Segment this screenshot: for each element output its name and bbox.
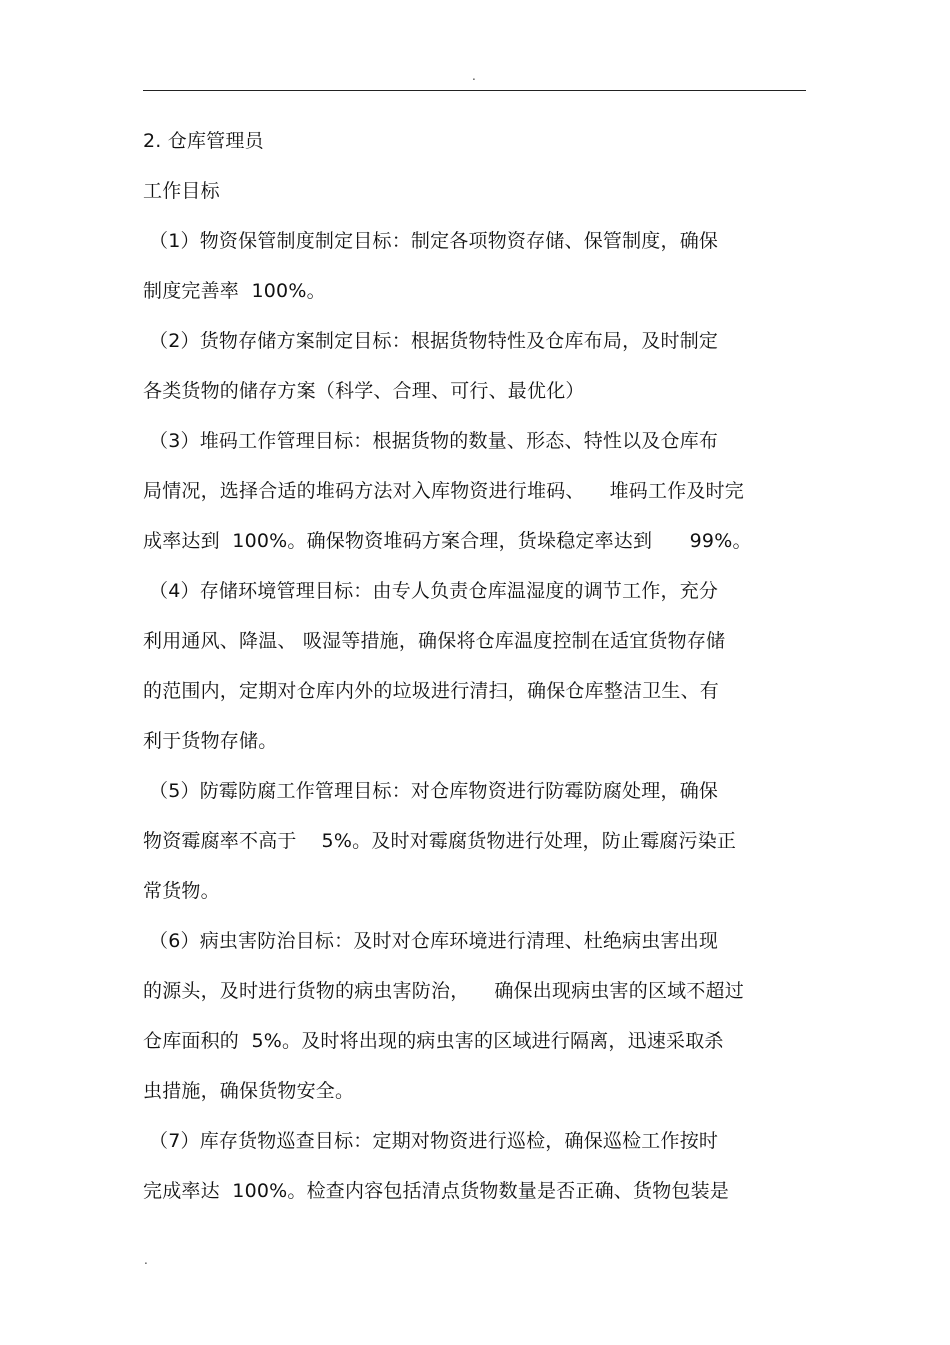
text-line: （2）货物存储方案制定目标：根据货物特性及仓库布局，及时制定	[149, 330, 719, 352]
text-line: （3）堆码工作管理目标：根据货物的数量、形态、特性以及仓库布	[149, 430, 719, 452]
text-line: （1）物资保管制度制定目标：制定各项物资存储、保管制度，确保	[149, 230, 719, 252]
header-dot: .	[472, 69, 476, 83]
footer-dot: .	[144, 1253, 148, 1267]
text-line: 局情况，选择合适的堆码方法对入库物资进行堆码、 堆码工作及时完	[143, 480, 744, 502]
text-line: 工作目标	[143, 180, 220, 202]
text-line: 利于货物存储。	[143, 730, 278, 752]
text-line: （6）病虫害防治目标：及时对仓库环境进行清理、杜绝病虫害出现	[149, 930, 719, 952]
text-line: （4）存储环境管理目标：由专人负责仓库温湿度的调节工作，充分	[149, 580, 719, 602]
document-body	[143, 120, 823, 1220]
text-line: 仓库面积的 5%。及时将出现的病虫害的区域进行隔离，迅速采取杀	[143, 1030, 724, 1052]
text-line: 2. 仓库管理员	[143, 130, 264, 152]
text-line: 各类货物的储存方案（科学、合理、可行、最优化）	[143, 380, 585, 402]
text-line: 的范围内，定期对仓库内外的垃圾进行清扫，确保仓库整洁卫生、有	[143, 680, 720, 702]
text-line: 虫措施，确保货物安全。	[143, 1080, 355, 1102]
text-line: （5）防霉防腐工作管理目标：对仓库物资进行防霉防腐处理，确保	[149, 780, 719, 802]
text-line: 完成率达 100%。检查内容包括清点货物数量是否正确、货物包装是	[143, 1180, 729, 1202]
text-line: （7）库存货物巡查目标：定期对物资进行巡检，确保巡检工作按时	[149, 1130, 719, 1152]
text-line: 的源头，及时进行货物的病虫害防治， 确保出现病虫害的区域不超过	[143, 980, 744, 1002]
text-line: 常货物。	[143, 880, 220, 902]
text-line: 成率达到 100%。确保物资堆码方案合理，货垛稳定率达到 99%。	[143, 530, 752, 552]
text-line: 制度完善率 100%。	[143, 280, 326, 302]
text-line: 物资霉腐率不高于 5%。及时对霉腐货物进行处理，防止霉腐污染正	[143, 830, 737, 852]
text-line: 利用通风、降温、 吸湿等措施，确保将仓库温度控制在适宜货物存储	[143, 630, 726, 652]
header-rule	[143, 90, 806, 91]
